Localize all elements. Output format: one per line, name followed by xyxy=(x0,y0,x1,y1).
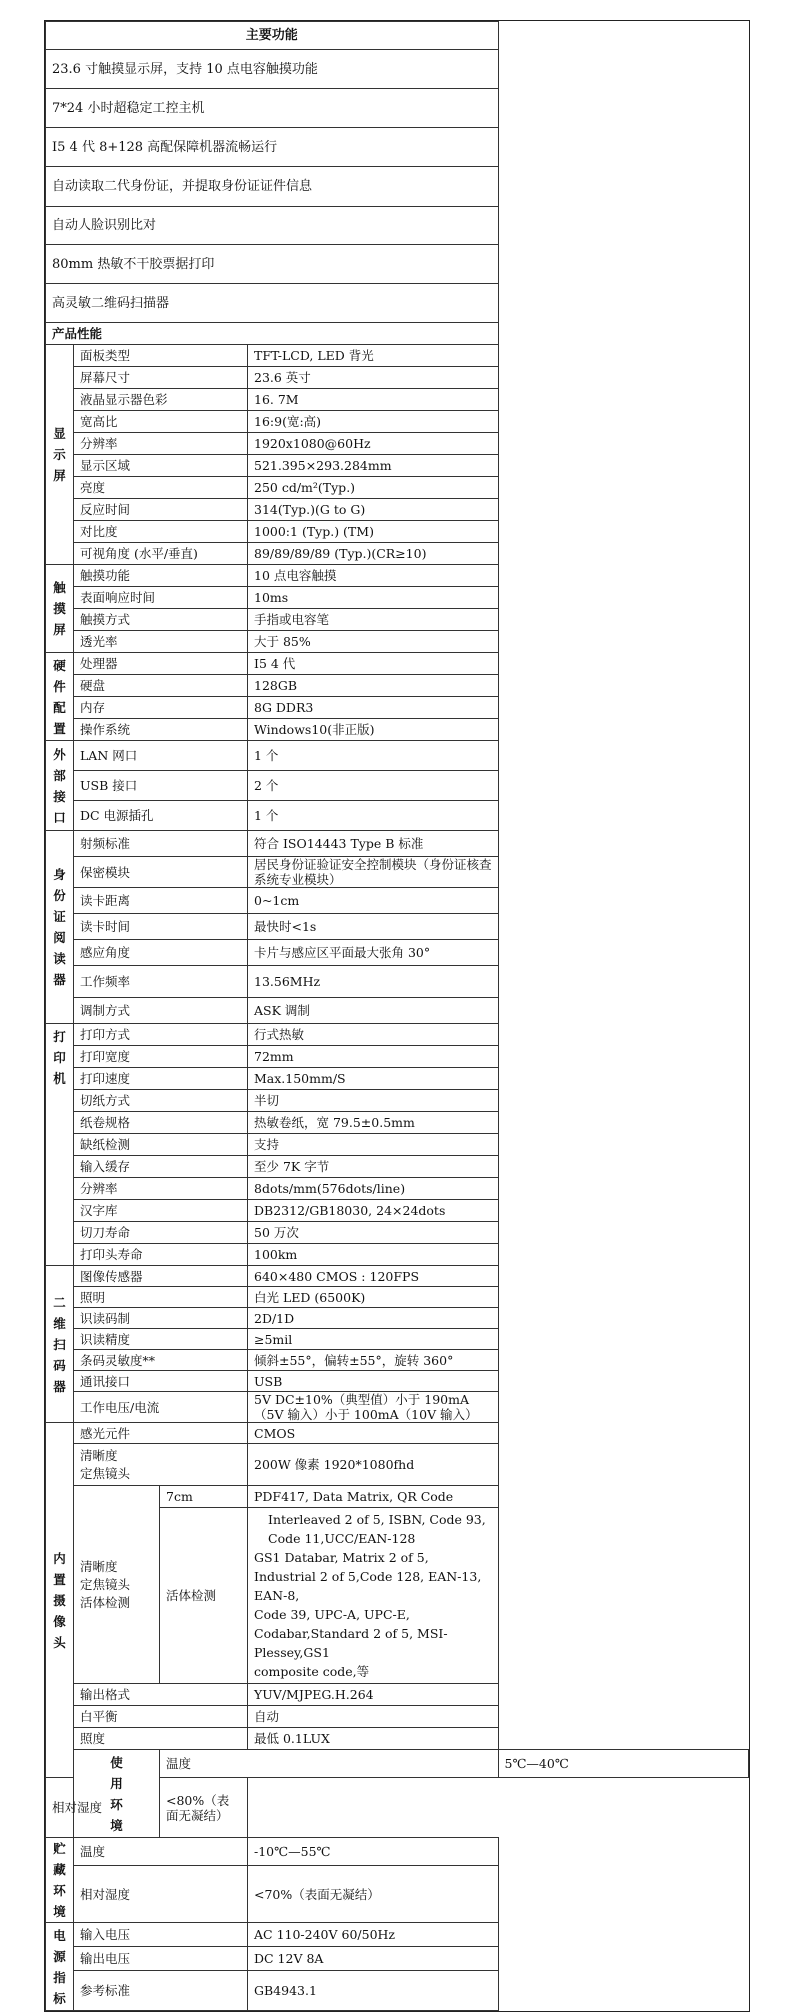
spec-label: 液晶显示器色彩 xyxy=(74,389,248,411)
spec-label: 反应时间 xyxy=(74,499,248,521)
spec-label: 输入缓存 xyxy=(74,1156,248,1178)
spec-label: 温度 xyxy=(160,1750,499,1778)
spec-label: 输出电压 xyxy=(74,1947,248,1971)
spec-value: 13.56MHz xyxy=(248,966,499,998)
spec-label: 亮度 xyxy=(74,477,248,499)
spec-label: 白平衡 xyxy=(74,1706,248,1728)
spec-label: 面板类型 xyxy=(74,345,248,367)
feature-item: 自动读取二代身份证，并提取身份证证件信息 xyxy=(46,167,499,207)
category-scanner: 二维扫码器 xyxy=(46,1266,74,1423)
spec-label: 工作频率 xyxy=(74,966,248,998)
spec-value: DB2312/GB18030, 24×24dots xyxy=(248,1200,499,1222)
spec-label: 汉字库 xyxy=(74,1200,248,1222)
spec-value: GB4943.1 xyxy=(248,1971,499,2011)
feature-item: 80mm 热敏不干胶票据打印 xyxy=(46,245,499,284)
spec-label: 温度 xyxy=(74,1838,248,1866)
spec-value: 支持 xyxy=(248,1134,499,1156)
barcode-types: Interleaved 2 of 5, ISBN, Code 93, Code 11,UCC/EAN-128 GS1 Databar, Matrix 2 of 5, Industrial 2 of 5,Code 128, EAN-13, EAN-8, Code 39, UPC-A, UPC-E, Codabar,Standard 2 of 5, MSI-Plessey,GS1 composite code,等 xyxy=(248,1508,499,1684)
spec-value: 314(Typ.)(G to G) xyxy=(248,499,499,521)
spec-value: 手指或电容笔 xyxy=(248,609,499,631)
spec-value: 16:9(宽:高) xyxy=(248,411,499,433)
feature-item: 23.6 寸触摸显示屏，支持 10 点电容触摸功能 xyxy=(46,50,499,89)
spec-value: 100km xyxy=(248,1244,499,1266)
spec-value: 2D/1D xyxy=(248,1308,499,1329)
spec-value: 72mm xyxy=(248,1046,499,1068)
spec-label: 参考标准 xyxy=(74,1971,248,2011)
spec-label: 表面响应时间 xyxy=(74,587,248,609)
spec-label: 输入电压 xyxy=(74,1923,248,1947)
spec-label: 读卡距离 xyxy=(74,888,248,914)
spec-label: 调制方式 xyxy=(74,998,248,1024)
category-touch: 触摸屏 xyxy=(46,565,74,653)
spec-label: 触摸功能 xyxy=(74,565,248,587)
lens-label: 清晰度 定焦镜头 xyxy=(74,1444,248,1486)
spec-value: 最快时<1s xyxy=(248,914,499,940)
spec-label: 处理器 xyxy=(74,653,248,675)
spec-label: LAN 网口 xyxy=(74,741,248,771)
spec-label: 硬盘 xyxy=(74,675,248,697)
spec-label: 感应角度 xyxy=(74,940,248,966)
spec-value: Max.150mm/S xyxy=(248,1068,499,1090)
spec-value: 2 个 xyxy=(248,771,499,801)
spec-table xyxy=(45,21,749,2011)
spec-label: 打印方式 xyxy=(74,1024,248,1046)
category-use-env: 使用环境 xyxy=(74,1750,160,1838)
spec-label: 对比度 xyxy=(74,521,248,543)
spec-value: 卡片与感应区平面最大张角 30° xyxy=(248,940,499,966)
spec-label: 纸卷规格 xyxy=(74,1112,248,1134)
feature-item: 自动人脸识别比对 xyxy=(46,207,499,245)
distance-label: 7cm xyxy=(160,1486,248,1508)
feature-item: 高灵敏二维码扫描器 xyxy=(46,284,499,323)
spec-value: ASK 调制 xyxy=(248,998,499,1024)
camera-sub-label: 清晰度 定焦镜头 活体检测 xyxy=(74,1486,160,1684)
spec-value: 符合 ISO14443 Type B 标准 xyxy=(248,831,499,857)
liveness-label: 活体检测 xyxy=(160,1508,248,1684)
spec-value: 8dots/mm(576dots/line) xyxy=(248,1178,499,1200)
spec-value: 至少 7K 字节 xyxy=(248,1156,499,1178)
spec-value: 200W 像素 1920*1080fhd xyxy=(248,1444,499,1486)
spec-value: 8G DDR3 xyxy=(248,697,499,719)
spec-label: 打印头寿命 xyxy=(74,1244,248,1266)
spec-value: DC 12V 8A xyxy=(248,1947,499,1971)
spec-value: USB xyxy=(248,1371,499,1392)
spec-value: 0~1cm xyxy=(248,888,499,914)
spec-label: 屏幕尺寸 xyxy=(74,367,248,389)
spec-value: 16. 7M xyxy=(248,389,499,411)
spec-label: 识读精度 xyxy=(74,1329,248,1350)
spec-value: 1 个 xyxy=(248,741,499,771)
spec-label: 读卡时间 xyxy=(74,914,248,940)
spec-label: 可视角度 (水平/垂直) xyxy=(74,543,248,565)
spec-value: CMOS xyxy=(248,1423,499,1444)
spec-value: 5℃—40℃ xyxy=(498,1750,749,1778)
spec-label: 照度 xyxy=(74,1728,248,1750)
spec-value: 热敏卷纸，宽 79.5±0.5mm xyxy=(248,1112,499,1134)
category-power: 电源指标 xyxy=(46,1923,74,2011)
spec-value: TFT-LCD, LED 背光 xyxy=(248,345,499,367)
spec-value: 1920x1080@60Hz xyxy=(248,433,499,455)
spec-label: 缺纸检测 xyxy=(74,1134,248,1156)
category-ports: 外部接口 xyxy=(46,741,74,831)
spec-value: <80%（表面无凝结） xyxy=(160,1778,248,1838)
spec-value: 640×480 CMOS : 120FPS xyxy=(248,1266,499,1287)
spec-value: ≥5mil xyxy=(248,1329,499,1350)
spec-value: 最低 0.1LUX xyxy=(248,1728,499,1750)
spec-label: 打印速度 xyxy=(74,1068,248,1090)
spec-value: 半切 xyxy=(248,1090,499,1112)
spec-value: 10 点电容触摸 xyxy=(248,565,499,587)
spec-value: 倾斜±55°，偏转±55°，旋转 360° xyxy=(248,1350,499,1371)
spec-label: 内存 xyxy=(74,697,248,719)
spec-label: 输出格式 xyxy=(74,1684,248,1706)
spec-label: DC 电源插孔 xyxy=(74,801,248,831)
feature-item: 7*24 小时超稳定工控主机 xyxy=(46,89,499,128)
spec-label: 照明 xyxy=(74,1287,248,1308)
spec-label: 通讯接口 xyxy=(74,1371,248,1392)
spec-value: YUV/MJPEG.H.264 xyxy=(248,1684,499,1706)
spec-label: 宽高比 xyxy=(74,411,248,433)
spec-table-frame xyxy=(44,20,750,2012)
spec-label: 打印宽度 xyxy=(74,1046,248,1068)
spec-value: 自动 xyxy=(248,1706,499,1728)
spec-value: 行式热敏 xyxy=(248,1024,499,1046)
spec-value: 50 万次 xyxy=(248,1222,499,1244)
feature-item: I5 4 代 8+128 高配保障机器流畅运行 xyxy=(46,128,499,167)
spec-value: 23.6 英寸 xyxy=(248,367,499,389)
spec-label: 操作系统 xyxy=(74,719,248,741)
spec-label: 相对湿度 xyxy=(46,1778,160,1838)
spec-value: 10ms xyxy=(248,587,499,609)
spec-value: Windows10(非正版) xyxy=(248,719,499,741)
spec-value: 250 cd/m²(Typ.) xyxy=(248,477,499,499)
spec-label: 透光率 xyxy=(74,631,248,653)
spec-label: USB 接口 xyxy=(74,771,248,801)
main-functions-title: 主要功能 xyxy=(46,22,499,50)
spec-label: 感光元件 xyxy=(74,1423,248,1444)
section-title: 产品性能 xyxy=(46,323,499,345)
category-storage-env: 贮藏环境 xyxy=(46,1838,74,1923)
spec-value: 1000:1 (Typ.) (TM) xyxy=(248,521,499,543)
spec-label: 分辨率 xyxy=(74,1178,248,1200)
spec-value: 5V DC±10%（典型值）小于 190mA（5V 输入）小于 100mA（10V 输入） xyxy=(248,1392,499,1423)
spec-label: 切纸方式 xyxy=(74,1090,248,1112)
spec-value: PDF417, Data Matrix, QR Code xyxy=(248,1486,499,1508)
spec-value: 1 个 xyxy=(248,801,499,831)
spec-value: <70%（表面无凝结） xyxy=(248,1866,499,1923)
spec-label: 切刀寿命 xyxy=(74,1222,248,1244)
category-camera: 内置摄像头 xyxy=(46,1423,74,1778)
spec-value: I5 4 代 xyxy=(248,653,499,675)
category-display: 显示屏 xyxy=(46,345,74,565)
category-printer: 打印机 xyxy=(46,1024,74,1266)
spec-value: 大于 85% xyxy=(248,631,499,653)
spec-label: 图像传感器 xyxy=(74,1266,248,1287)
spec-label: 分辨率 xyxy=(74,433,248,455)
spec-value: 128GB xyxy=(248,675,499,697)
spec-value: 居民身份证验证安全控制模块（身份证核查系统专业模块） xyxy=(248,857,499,888)
category-hardware: 硬件配置 xyxy=(46,653,74,741)
spec-label: 触摸方式 xyxy=(74,609,248,631)
category-id-reader: 身份证阅读器 xyxy=(46,831,74,1024)
spec-label: 保密模块 xyxy=(74,857,248,888)
spec-label: 射频标准 xyxy=(74,831,248,857)
spec-label: 工作电压/电流 xyxy=(74,1392,248,1423)
spec-label: 显示区域 xyxy=(74,455,248,477)
spec-value: 521.395×293.284mm xyxy=(248,455,499,477)
spec-label: 相对湿度 xyxy=(74,1866,248,1923)
spec-value: 89/89/89/89 (Typ.)(CR≥10) xyxy=(248,543,499,565)
spec-label: 识读码制 xyxy=(74,1308,248,1329)
spec-label: 条码灵敏度** xyxy=(74,1350,248,1371)
spec-value: AC 110-240V 60/50Hz xyxy=(248,1923,499,1947)
spec-value: -10℃—55℃ xyxy=(248,1838,499,1866)
spec-value: 白光 LED (6500K) xyxy=(248,1287,499,1308)
